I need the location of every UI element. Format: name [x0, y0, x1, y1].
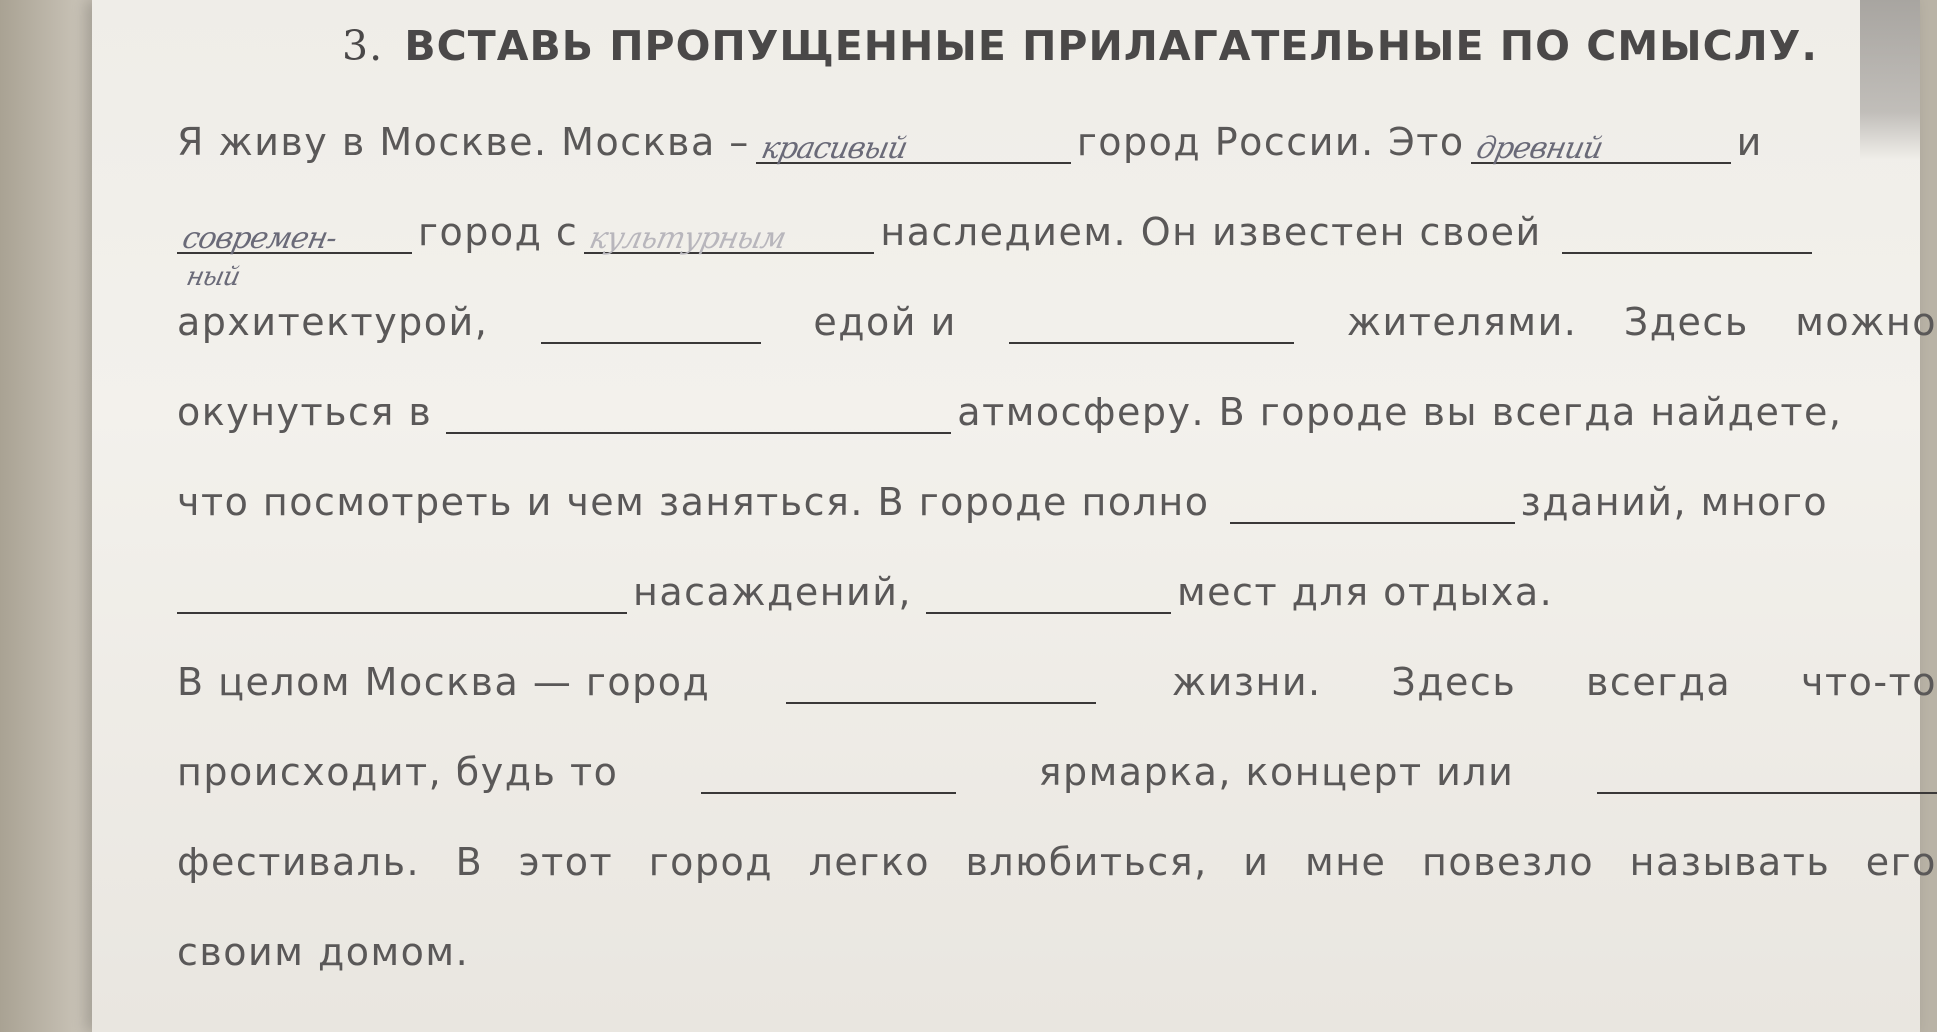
- line-text: всегда: [1586, 660, 1732, 704]
- line-word: город: [648, 840, 774, 884]
- line-text: ярмарка, концерт или: [1038, 750, 1515, 794]
- exercise-number: 3.: [342, 22, 384, 70]
- line-word: его: [1865, 840, 1937, 884]
- text-line-3: [177, 288, 1937, 344]
- worksheet-page: [92, 0, 1937, 1032]
- text-line-1: [177, 108, 1937, 164]
- answer-blank-11[interactable]: [926, 582, 1171, 614]
- text-line-2: [177, 198, 1937, 292]
- text-line-4: [177, 378, 1937, 434]
- line-text: зданий, много: [1520, 480, 1829, 524]
- line-text: Здесь: [1623, 300, 1749, 344]
- line-word: легко: [808, 840, 930, 884]
- answer-blank-14[interactable]: [1597, 762, 1937, 794]
- answer-blank-2[interactable]: [1471, 132, 1731, 164]
- text-line-8: [177, 738, 1937, 794]
- exercise-instruction: ВСТАВЬ ПРОПУЩЕННЫЕ ПРИЛАГАТЕЛЬНЫЕ ПО СМЫСЛУ.: [404, 22, 1818, 70]
- line-text: Я живу в Москве. Москва –: [177, 120, 750, 164]
- answer-blank-4[interactable]: [584, 222, 874, 254]
- line-text: что посмотреть и чем заняться. В городе полно: [177, 480, 1210, 524]
- line-text: и: [1736, 120, 1763, 164]
- answer-blank-7[interactable]: [1009, 312, 1294, 344]
- line-text: происходит, будь то: [177, 750, 619, 794]
- handwritten-answer: древний: [1472, 131, 1606, 166]
- text-line-6: [177, 558, 1937, 614]
- handwritten-answer-continued: ный: [183, 262, 243, 292]
- line-text: город с: [418, 210, 579, 254]
- text-line-5: [177, 468, 1937, 524]
- answer-blank-10[interactable]: [177, 582, 627, 614]
- handwritten-answer-faint: культурным: [586, 221, 789, 256]
- line-word: называть: [1629, 840, 1831, 884]
- handwritten-answer: современ-: [179, 221, 340, 256]
- line-word: этот: [518, 840, 614, 884]
- answer-blank-8[interactable]: [446, 402, 951, 434]
- line-text: атмосферу. В городе вы всегда найдете,: [957, 390, 1843, 434]
- line-text: город России. Это: [1076, 120, 1465, 164]
- answer-blank-5[interactable]: [1562, 222, 1812, 254]
- line-word: В: [455, 840, 484, 884]
- line-word: фестиваль.: [177, 840, 421, 884]
- line-text: насаждений,: [633, 570, 913, 614]
- line-text: архитектурой,: [177, 300, 489, 344]
- line-word: и: [1243, 840, 1270, 884]
- line-text: наследием. Он известен своей: [880, 210, 1542, 254]
- answer-blank-1[interactable]: [756, 132, 1071, 164]
- line-text: своим домом.: [177, 930, 470, 974]
- text-line-10: [177, 918, 1937, 974]
- line-text: жизни.: [1171, 660, 1322, 704]
- text-line-7: [177, 648, 1937, 704]
- exercise-title: [342, 22, 1818, 70]
- line-text: Здесь: [1391, 660, 1517, 704]
- line-word: повезло: [1421, 840, 1595, 884]
- answer-blank-9[interactable]: [1230, 492, 1515, 524]
- answer-blank-12[interactable]: [786, 672, 1096, 704]
- answer-blank-13[interactable]: [701, 762, 956, 794]
- handwritten-answer: красивый: [758, 131, 910, 166]
- line-text: В целом Москва — город: [177, 660, 711, 704]
- line-text: окунуться в: [177, 390, 433, 434]
- line-word: мне: [1305, 840, 1387, 884]
- text-line-9: [177, 828, 1937, 884]
- line-text: что-то: [1801, 660, 1937, 704]
- line-text: едой и: [813, 300, 957, 344]
- answer-blank-6[interactable]: [541, 312, 761, 344]
- line-text: жителями.: [1346, 300, 1578, 344]
- line-text: можно: [1795, 300, 1937, 344]
- answer-blank-3[interactable]: [177, 221, 412, 292]
- line-text: мест для отдыха.: [1177, 570, 1554, 614]
- line-word: влюбиться,: [965, 840, 1208, 884]
